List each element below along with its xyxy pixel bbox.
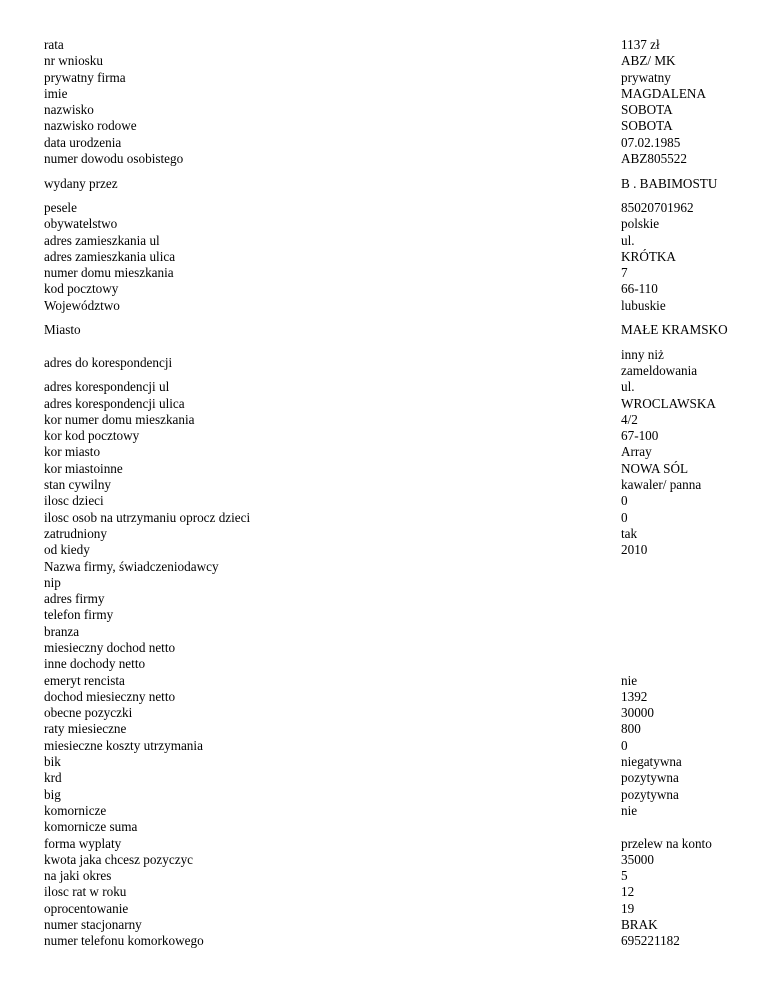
field-label: nazwisko: [44, 102, 94, 118]
field-label: bik: [44, 754, 61, 770]
field-label: forma wyplaty: [44, 835, 122, 851]
field-value: 07.02.1985: [621, 134, 681, 150]
row-telefon-firmy: [44, 607, 734, 623]
row-numer-telefonu-komorkowego: [44, 933, 734, 949]
row-komornicze-suma: [44, 819, 734, 835]
row-kor-numer-domu: [44, 412, 734, 428]
row-numer-dowodu: [44, 151, 734, 167]
field-label: prywatny firma: [44, 69, 126, 85]
row-data-urodzenia: [44, 135, 734, 151]
field-value: 1392: [621, 688, 648, 704]
row-nip: [44, 575, 734, 591]
row-kod-pocztowy: [44, 281, 734, 297]
row-stan-cywilny: [44, 477, 734, 493]
row-numer-stacjonarny: [44, 917, 734, 933]
row-bik: [44, 754, 734, 770]
field-label: kor miasto: [44, 444, 101, 460]
field-label: adres korespondencji ul: [44, 379, 170, 395]
field-label: inne dochody netto: [44, 656, 146, 672]
field-label: adres zamieszkania ul: [44, 232, 160, 248]
row-imie: [44, 86, 734, 102]
row-adres-korespondencji-ul: [44, 379, 734, 395]
field-label: kor numer domu mieszkania: [44, 411, 195, 427]
row-adres-zamieszkania-ulica: [44, 249, 734, 265]
field-label: branza: [44, 623, 80, 639]
field-label: numer domu mieszkania: [44, 265, 174, 281]
field-value: 4/2: [621, 411, 638, 427]
field-label: Miasto: [44, 322, 81, 338]
row-ilosc-rat-w-roku: [44, 884, 734, 900]
row-wojewodztwo: [44, 298, 734, 314]
row-od-kiedy: [44, 542, 734, 558]
row-forma-wyplaty: [44, 836, 734, 852]
field-label: krd: [44, 770, 62, 786]
field-value: tak: [621, 525, 638, 541]
field-value: Array: [621, 444, 652, 460]
field-value: 30000: [621, 705, 654, 721]
field-value: polskie: [621, 216, 660, 232]
field-value: 7: [621, 265, 628, 281]
row-kwota: [44, 852, 734, 868]
field-value: 67-100: [621, 428, 659, 444]
row-nazwisko-rodowe: [44, 118, 734, 134]
row-numer-domu: [44, 265, 734, 281]
row-obywatelstwo: [44, 216, 734, 232]
field-value: 5: [621, 868, 628, 884]
field-value: pozytywna: [621, 786, 679, 802]
field-label: miesieczne koszty utrzymania: [44, 737, 203, 753]
field-label: ilosc rat w roku: [44, 884, 127, 900]
field-value: inny niż zameldowania: [621, 346, 698, 378]
field-value: niegatywna: [621, 754, 682, 770]
field-label: nazwisko rodowe: [44, 118, 137, 134]
row-kor-kod-pocztowy: [44, 428, 734, 444]
row-wydany-przez: [44, 167, 734, 200]
field-label: kor miastoinne: [44, 460, 123, 476]
field-value: SOBOTA: [621, 102, 673, 118]
field-value: ABZ805522: [621, 151, 687, 167]
field-label: numer stacjonarny: [44, 917, 142, 933]
row-miesieczny-dochod-netto: [44, 640, 734, 656]
field-value: nie: [621, 802, 638, 818]
field-label: rata: [44, 37, 64, 52]
field-value: 0: [621, 737, 628, 753]
field-label: nr wniosku: [44, 53, 103, 69]
field-value: 695221182: [621, 933, 680, 949]
field-value: 66-110: [621, 281, 658, 297]
field-value: MAŁE KRAMSKO: [621, 322, 728, 338]
field-label: ilosc osob na utrzymaniu oprocz dzieci: [44, 509, 251, 525]
row-inne-dochody-netto: [44, 656, 734, 672]
field-label: stan cywilny: [44, 477, 112, 493]
field-label: data urodzenia: [44, 134, 122, 150]
field-value: SOBOTA: [621, 118, 673, 134]
row-obecne-pozyczki: [44, 705, 734, 721]
row-na-jaki-okres: [44, 868, 734, 884]
row-adres-zamieszkania-ul: [44, 233, 734, 249]
row-kor-miastoinne: [44, 461, 734, 477]
row-emeryt-rencista: [44, 673, 734, 689]
field-label: obecne pozyczki: [44, 705, 133, 721]
field-value: BRAK: [621, 917, 658, 933]
field-label: imie: [44, 85, 68, 101]
row-zatrudniony: [44, 526, 734, 542]
row-kor-miasto: [44, 444, 734, 460]
field-label: komornicze suma: [44, 819, 138, 835]
row-dochod-miesieczny-netto: [44, 689, 734, 705]
field-value: 19: [621, 900, 635, 916]
row-komornicze: [44, 803, 734, 819]
field-label: telefon firmy: [44, 607, 114, 623]
row-ilosc-dzieci: [44, 493, 734, 509]
field-value: lubuskie: [621, 297, 666, 313]
field-label: wydany przez: [44, 175, 118, 191]
field-label: numer dowodu osobistego: [44, 151, 184, 167]
field-label: adres zamieszkania ulica: [44, 248, 176, 264]
field-label: komornicze: [44, 802, 107, 818]
field-label: kod pocztowy: [44, 281, 119, 297]
row-big: [44, 787, 734, 803]
field-label: kor kod pocztowy: [44, 428, 140, 444]
application-form-table: [44, 37, 734, 950]
field-value: ul.: [621, 232, 635, 248]
field-label: miesieczny dochod netto: [44, 639, 176, 655]
field-value: 0: [621, 509, 628, 525]
field-label: pesele: [44, 199, 77, 215]
row-adres-do-korespondencji: [44, 347, 734, 380]
field-value: MAGDALENA: [621, 85, 706, 101]
field-label: emeryt rencista: [44, 672, 125, 688]
field-value: 85020701962: [621, 199, 694, 215]
row-prywatny-firma: [44, 70, 734, 86]
row-krd: [44, 770, 734, 786]
field-label: oprocentowanie: [44, 900, 129, 916]
field-value: nie: [621, 672, 638, 688]
field-value: ABZ/ MK: [621, 53, 676, 69]
row-branza: [44, 624, 734, 640]
row-ilosc-osob-na-utrzymaniu: [44, 510, 734, 526]
field-label: obywatelstwo: [44, 216, 118, 232]
field-value: NOWA SÓL: [621, 460, 689, 476]
row-pesel: [44, 200, 734, 216]
row-raty-miesieczne: [44, 721, 734, 737]
row-adres-korespondencji-ulica: [44, 396, 734, 412]
field-value: B . BABIMOSTU: [621, 175, 718, 191]
field-value: ul.: [621, 379, 635, 395]
row-miasto: [44, 314, 734, 347]
field-label: kwota jaka chcesz pozyczyc: [44, 851, 194, 867]
field-label: Województwo: [44, 297, 120, 313]
row-adres-firmy: [44, 591, 734, 607]
field-value: 800: [621, 721, 641, 737]
field-value: 1137 zł: [621, 37, 660, 52]
field-label: na jaki okres: [44, 868, 112, 884]
row-nazwisko: [44, 102, 734, 118]
field-label: od kiedy: [44, 542, 90, 558]
row-nr-wniosku: [44, 53, 734, 69]
row-nazwa-firmy: [44, 559, 734, 575]
field-value: 35000: [621, 851, 654, 867]
field-value: pozytywna: [621, 770, 679, 786]
row-oprocentowanie: [44, 901, 734, 917]
field-label: nip: [44, 574, 61, 590]
field-label: adres firmy: [44, 591, 105, 607]
field-label: big: [44, 786, 61, 802]
field-value: 0: [621, 493, 628, 509]
field-value: 12: [621, 884, 635, 900]
field-label: raty miesieczne: [44, 721, 127, 737]
field-label: Nazwa firmy, świadczeniodawcy: [44, 558, 219, 574]
field-value: prywatny: [621, 69, 671, 85]
field-label: ilosc dzieci: [44, 493, 104, 509]
field-value: WROCLAWSKA: [621, 395, 716, 411]
field-label: adres korespondencji ulica: [44, 395, 185, 411]
field-value: przelew na konto: [621, 835, 712, 851]
field-value: KRÓTKA: [621, 248, 676, 264]
field-label: zatrudniony: [44, 525, 107, 541]
field-value: kawaler/ panna: [621, 477, 702, 493]
row-miesieczne-koszty: [44, 738, 734, 754]
field-label: dochod miesieczny netto: [44, 688, 176, 704]
field-label: adres do korespondencji: [44, 354, 173, 370]
field-label: numer telefonu komorkowego: [44, 933, 204, 949]
row-rata: [44, 37, 734, 53]
field-value: 2010: [621, 542, 648, 558]
